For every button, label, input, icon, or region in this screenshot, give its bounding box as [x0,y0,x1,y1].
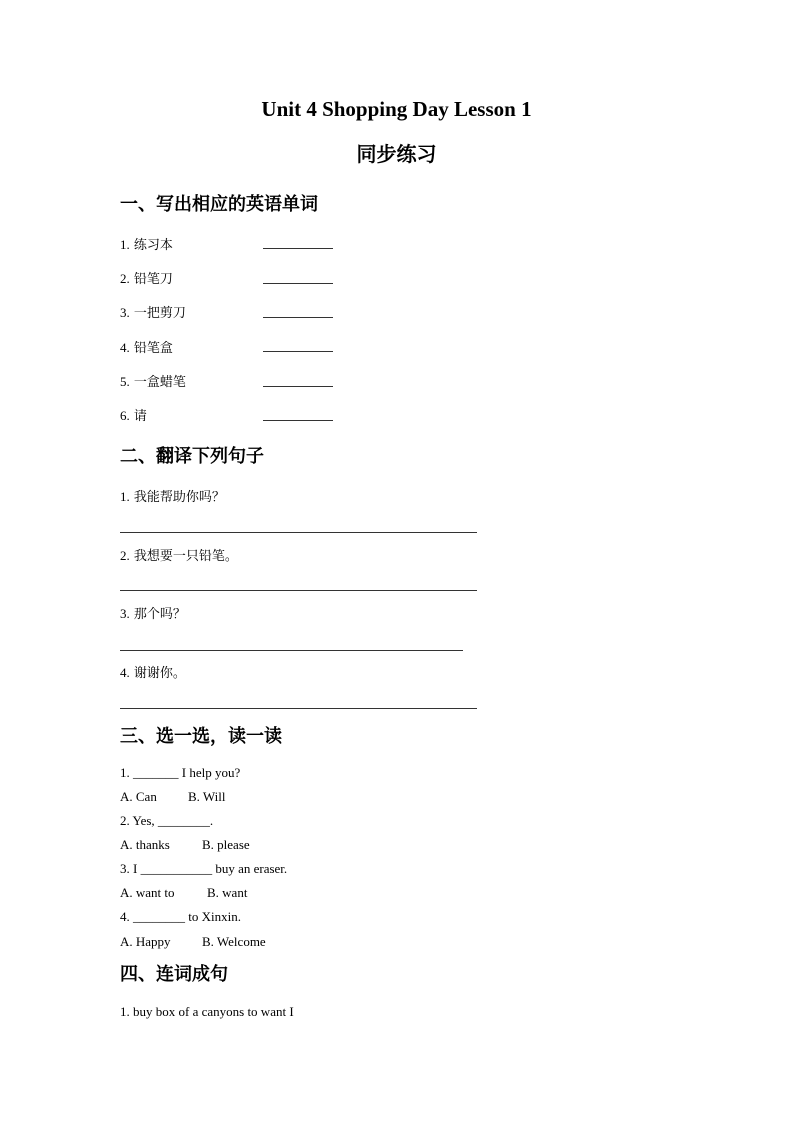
translate-item-2 [120,545,238,564]
item-text: 请 [133,409,147,424]
choice-option-a-2[interactable]: A. thanks [120,837,170,852]
choice-option-b-1[interactable]: B. Will [188,789,226,804]
item-text: 练习本 [133,238,173,253]
translate-item-3 [120,603,186,622]
reorder-item-1: 1. buy box of a canyons to want I [120,1004,294,1019]
section-4-heading: 四、连词成句 [120,964,228,985]
translate-answer-line-1[interactable] [120,532,477,533]
choice-option-a-1[interactable]: A. Can [120,789,157,804]
item-number: 2. [120,271,130,286]
item-number: 4. [120,340,130,355]
item-number: 3. [120,305,130,320]
choice-question-1: 1. _______ I help you? [120,765,241,780]
vocab-item-6 [120,405,147,424]
vocab-item-5 [120,371,186,390]
vocab-blank-2[interactable] [263,283,333,284]
section-3-heading: 三、选一选，读一读 [120,726,282,747]
section-2-heading: 二、翻译下列句子 [120,446,264,467]
item-text: 铅笔盒 [133,341,173,356]
translate-item-1 [120,486,225,505]
vocab-item-2 [120,268,173,287]
vocab-blank-3[interactable] [263,317,333,318]
item-number: 4. [120,665,130,680]
choice-option-b-3[interactable]: B. want [207,885,248,900]
item-number: 3. [120,606,130,621]
vocab-blank-5[interactable] [263,386,333,387]
translate-answer-line-2[interactable] [120,590,477,591]
choice-option-a-3[interactable]: A. want to [120,885,175,900]
vocab-blank-4[interactable] [263,351,333,352]
vocab-item-1 [120,234,173,253]
item-text: 我想要一只铅笔。 [133,549,238,564]
item-text: 铅笔刀 [133,272,173,287]
vocab-item-3 [120,302,186,321]
item-number: 5. [120,374,130,389]
section-1-heading: 一、写出相应的英语单词 [120,194,318,215]
choice-question-2: 2. Yes, ________. [120,813,214,828]
translate-item-4 [120,662,186,681]
item-number: 6. [120,408,130,423]
item-text: 一盒蜡笔 [133,375,186,390]
translate-answer-line-4[interactable] [120,708,477,709]
item-number: 1. [120,237,130,252]
page-title: Unit 4 Shopping Day Lesson 1 [261,97,532,121]
translate-answer-line-3[interactable] [120,650,463,651]
item-text: 我能帮助你吗？ [133,490,225,505]
vocab-blank-1[interactable] [263,248,333,249]
item-text: 一把剪刀 [133,306,186,321]
item-text: 谢谢你。 [133,666,186,681]
choice-question-3: 3. I ___________ buy an eraser. [120,861,288,876]
page-subtitle: 同步练习 [356,142,437,166]
choice-question-4: 4. ________ to Xinxin. [120,909,241,924]
item-number: 1. [120,489,130,504]
choice-option-b-4[interactable]: B. Welcome [202,934,266,949]
vocab-item-4 [120,337,173,356]
item-text: 那个吗？ [133,607,186,622]
item-number: 2. [120,548,130,563]
vocab-blank-6[interactable] [263,420,333,421]
choice-option-a-4[interactable]: A. Happy [120,934,171,949]
choice-option-b-2[interactable]: B. please [202,837,250,852]
